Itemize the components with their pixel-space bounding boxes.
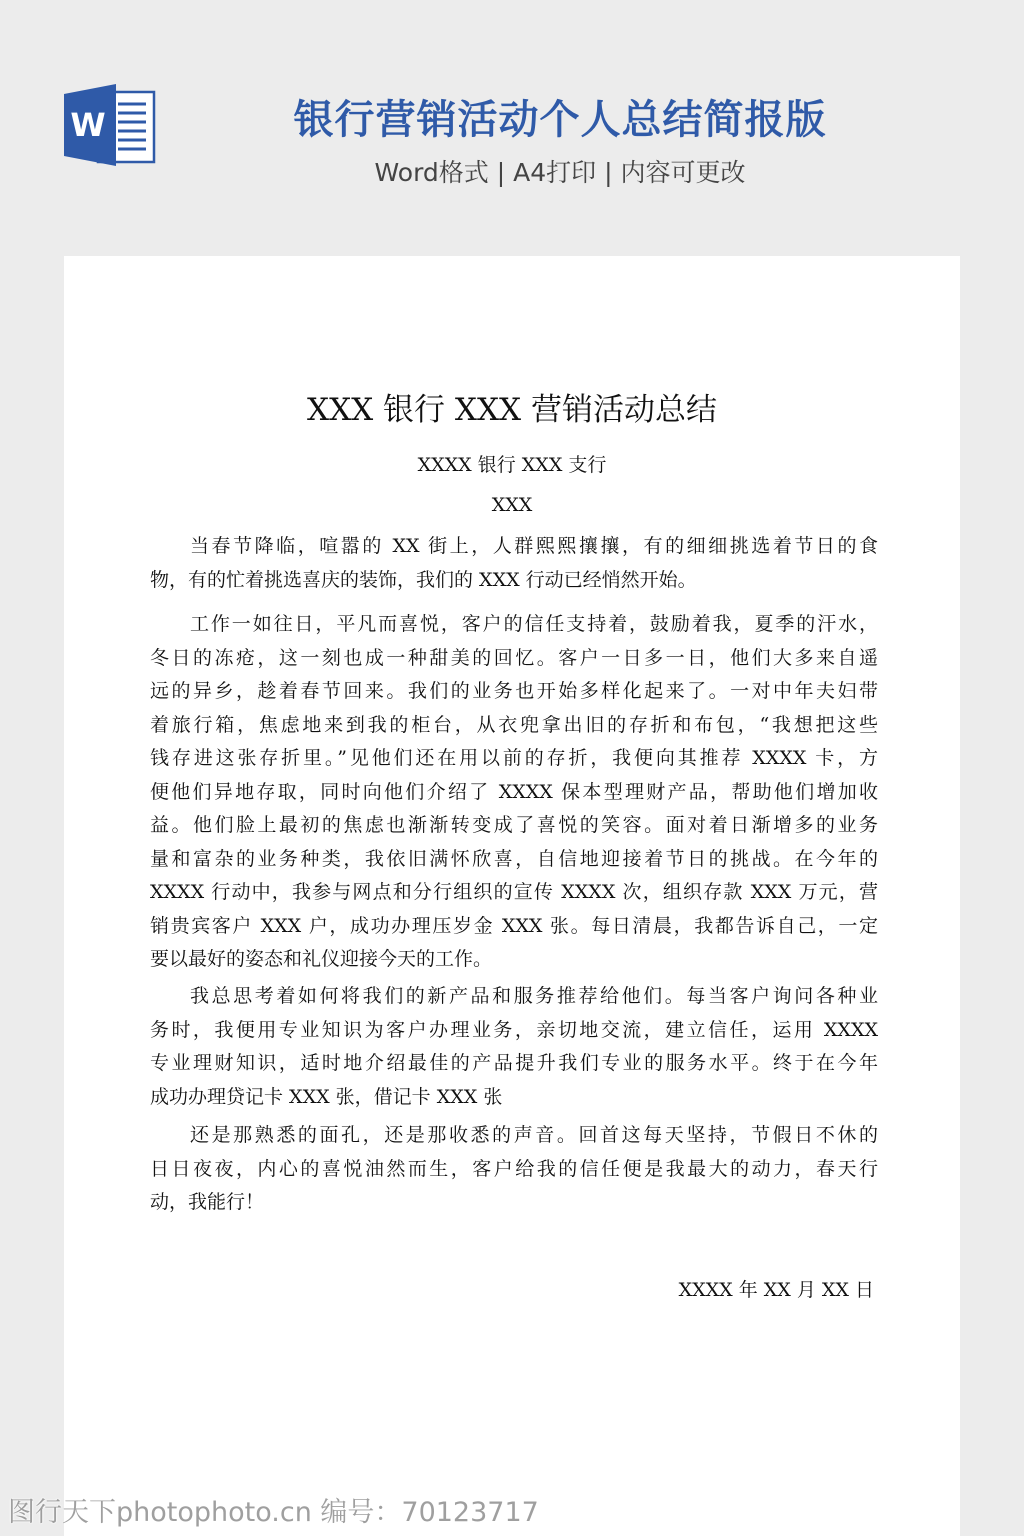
watermark: 图行天下photophoto.cn 编号：70123717 bbox=[8, 1497, 539, 1528]
text-line: 销贵宾客户 XXX 户，成功办理压岁金 XXX 张。每日清晨，我都告诉自己，一定 bbox=[150, 914, 878, 937]
text-line: 我总思考着如何将我们的新产品和服务推荐给他们。每当客户询问各种业 bbox=[190, 985, 878, 1007]
text-line: 冬日的冻疮，这一刻也成一种甜美的回忆。客户一日多一日，他们大多来自遥 bbox=[150, 646, 878, 669]
document-page bbox=[64, 256, 960, 1536]
text-line: 还是那熟悉的面孔，还是那收悉的声音。回首这每天坚持，节假日不休的 bbox=[190, 1124, 878, 1146]
text-line: 益。他们脸上最初的焦虑也渐渐转变成了喜悦的笑容。面对着日渐增多的业务 bbox=[150, 814, 878, 836]
text-line: 当春节降临，喧嚣的 XX 街上，人群熙熙攘攘，有的细细挑选着节日的食 bbox=[190, 535, 878, 557]
text-line: 量和富杂的业务种类，我依旧满怀欣喜，自信地迎接着节日的挑战。在今年的 bbox=[150, 847, 878, 870]
paragraph-3 bbox=[150, 980, 878, 1114]
text-line: 要以最好的姿态和礼仪迎接今天的工作。 bbox=[150, 948, 493, 970]
document-organization: XXXX 银行 XXX 支行 bbox=[417, 454, 607, 476]
text-line: 日日夜夜，内心的喜悦油然而生，客户给我的信任便是我最大的动力，春天行 bbox=[150, 1157, 878, 1180]
text-line: 着旅行箱，焦虑地来到我的柜台，从衣兜拿出旧的存折和布包，“我想把这些 bbox=[150, 713, 878, 736]
word-document-icon bbox=[64, 84, 156, 166]
document-date: XXXX 年 XX 月 XX 日 bbox=[678, 1279, 874, 1301]
page-subtitle: Word格式 | A4打印 | 内容可更改 bbox=[374, 158, 746, 187]
text-line: 工作一如往日，平凡而喜悦，客户的信任支持着，鼓励着我，夏季的汗水， bbox=[190, 613, 878, 635]
text-line: 钱存进这张存折里。”见他们还在用以前的存折，我便向其推荐 XXXX 卡，方 bbox=[150, 747, 878, 769]
text-line: 动，我能行！ bbox=[150, 1191, 265, 1213]
page-header bbox=[0, 0, 1024, 256]
paragraph-4 bbox=[150, 1119, 878, 1220]
text-line: 便他们异地存取，同时向他们介绍了 XXXX 保本型理财产品，帮助他们增加收 bbox=[150, 780, 878, 803]
text-line: 务时，我便用专业知识为客户办理业务，亲切地交流，建立信任，运用 XXXX bbox=[150, 1018, 878, 1041]
text-line: 成功办理贷记卡 XXX 张，借记卡 XXX 张 bbox=[150, 1085, 503, 1108]
text-line: 专业理财知识，适时地介绍最佳的产品提升我们专业的服务水平。终于在今年 bbox=[150, 1052, 878, 1074]
word-logo-letter: W bbox=[70, 106, 106, 144]
document-title: XXX 银行 XXX 营销活动总结 bbox=[307, 392, 717, 428]
document-author: XXX bbox=[491, 494, 533, 516]
paragraph-1 bbox=[150, 530, 878, 597]
text-line: 物，有的忙着挑选喜庆的装饰，我们的 XXX 行动已经悄然开始。 bbox=[150, 568, 697, 591]
paragraph-2 bbox=[150, 608, 878, 977]
page-title: 银行营销活动个人总结简报版 bbox=[293, 97, 827, 143]
text-line: 远的异乡，趁着春节回来。我们的业务也开始多样化起来了。一对中年夫妇带 bbox=[150, 680, 878, 702]
text-line: XXXX 行动中，我参与网点和分行组织的宣传 XXXX 次，组织存款 XXX 万元，营 bbox=[150, 881, 878, 903]
